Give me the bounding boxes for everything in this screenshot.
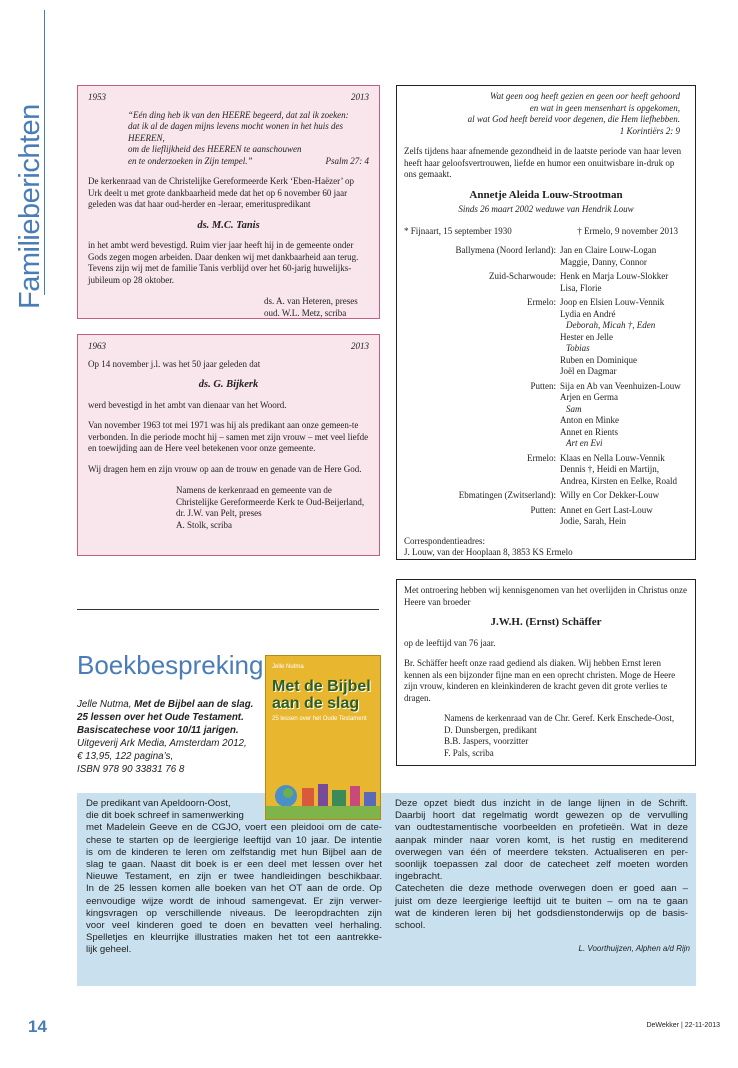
family-names <box>560 297 688 378</box>
signature-line: A. Stolk, scriba <box>176 519 232 530</box>
book-publisher: Uitgeverij Ark Media, Amsterdam 2012, <box>77 738 247 749</box>
review-line: In de 25 lessen komen alle boeken van het OT aan de orde. Op <box>86 883 382 895</box>
announcement-bijkerk <box>77 334 380 556</box>
family-member-line: Ruben en Dominique <box>560 354 637 365</box>
quote-reference: Psalm 27: 4 <box>325 155 369 166</box>
quote-line: en te onderzoeken in Zijn tempel.” <box>128 155 253 166</box>
family-member-line: Henk en Marja Louw-Slokker <box>560 271 669 281</box>
review-line: voor veel kinderen goed te doen en bevatten veel herhaling. <box>86 920 382 932</box>
section-title: Familieberichten <box>14 104 46 310</box>
paragraph: Br. Schäffer heeft onze raad gediend als diaken. Wij hebben Ernst leren kennen als een bijzonder fijne man en een oprecht christen. Moge de Heere zijn vrouw, kinderen en kleinkinderen de kracht geven dit grote verlies te dragen. <box>404 658 676 703</box>
family-location: Ballymena (Noord Ierland): <box>455 245 556 255</box>
footer-publication: DeWekker | 22-11-2013 <box>646 1022 720 1029</box>
paragraph: De kerkenraad van de Christelijke Gereformeerde Kerk ‘Eben-Haëzer’ op Urk deelt u met grote dankbaarheid mede dat het op 6 november 60 jaar geleden was dat haar oud-herder en -leraar, emerituspredikant <box>88 176 355 209</box>
cover-author: Jelle Nutma <box>272 664 304 670</box>
family-names <box>560 245 688 268</box>
signature-line: dr. J.W. van Pelt, preses <box>176 508 262 518</box>
signature-line: D. Dunsbergen, predikant <box>444 724 537 735</box>
birth-line: * Fijnaart, 15 september 1930 <box>404 225 512 236</box>
family-member-line: Klaas en Nella Louw-Vennik <box>560 452 665 463</box>
family-member-line: Anton en Minke <box>560 415 619 425</box>
honoree-name: ds. M.C. Tanis <box>197 219 260 231</box>
family-member-line: Annet en Rients <box>560 426 618 437</box>
paragraph: Van november 1963 tot mei 1971 was hij als predikant aan onze gemeen-te verbonden. In die periode mocht hij – samen met zijn vrouw – met veel liefde en toewijding aan de Here veel betekenen voor onze gemeente. <box>88 420 369 453</box>
correspondence-address: J. Louw, van der Hooplaan 8, 3853 KS Ermelo <box>404 547 573 557</box>
family-location: Ermelo: <box>527 297 556 307</box>
family-member-line: Tobias <box>566 343 590 353</box>
family-member-line: Jodie, Sarah, Hein <box>560 516 626 526</box>
cover-title: Met de Bijbel aan de slag <box>272 678 371 712</box>
review-line: juist om deze leergierige leeftijd uit te buiten – om na te gaan <box>395 895 688 907</box>
deceased-name: J.W.H. (Ernst) Schäffer <box>490 616 602 628</box>
year-end: 2013 <box>351 341 369 351</box>
review-line: is om de kinderen te leren om zelfstandig met hun Bijbel aan de <box>86 846 382 858</box>
year-start: 1963 <box>88 341 106 351</box>
paragraph: Met ontroering hebben wij kennisgenomen van het overlijden in Christus onze Heere van broeder <box>404 585 687 607</box>
family-member-line: Art en Evi <box>566 438 603 448</box>
family-location: Zuid-Scharwoude: <box>489 271 556 281</box>
signature-line: ds. A. van Heteren, preses <box>264 296 358 306</box>
quote-line: om de lieflijkheid des HEEREN te aanschouwen <box>128 144 302 154</box>
review-line: eenvoudige wijze wordt de inhoud samengevat. Er zijn verwer- <box>86 895 382 907</box>
signature-line: Christelijke Gereformeerde Kerk te Oud-Beijerland, <box>176 496 365 507</box>
review-line: met Madelein Geeve en de CGJO, voert een pleidooi om de cate- <box>86 822 382 834</box>
family-group <box>404 297 688 378</box>
review-line: school. <box>395 920 426 932</box>
family-member-line: Willy en Cor Dekker-Louw <box>560 490 660 500</box>
family-member-line: Joël en Dagmar <box>560 366 617 376</box>
family-member-line: Dennis †, Heidi en Martijn, <box>560 464 659 474</box>
signature-line: B.B. Jaspers, voorzitter <box>444 736 529 746</box>
quote-line: al wat God heeft bereid voor degenen, die Hem liefhebben. <box>467 114 680 124</box>
book-author: Jelle Nutma, <box>77 699 135 710</box>
cover-illustration <box>266 656 381 820</box>
review-line: die dit boek schreef in samenwerking <box>86 810 244 822</box>
page-number: 14 <box>28 1017 47 1036</box>
family-location: Ermelo: <box>527 452 556 463</box>
family-member-line: Sam <box>566 403 582 414</box>
family-member-line: Hester en Jelle <box>560 331 613 342</box>
intro-paragraph: Zelfs tijdens haar afnemende gezondheid in de laatste periode van haar leven heeft haar geloofsvertrouwen, liefde en humor een onuitwisbare in-druk op ons gemaakt. <box>404 146 682 179</box>
family-location: Putten: <box>530 380 556 391</box>
review-column-left <box>86 798 382 957</box>
family-member-line: Arjen en Germa <box>560 392 618 402</box>
announcement-tanis <box>77 85 380 319</box>
review-line: Daarbij hoort dat regelmatig wordt gewezen op de vervulling <box>395 810 688 822</box>
family-names <box>560 271 688 294</box>
year-end: 2013 <box>351 92 369 102</box>
review-line: wat de kinderen leren bij het godsdienstonderwijs op de basis- <box>395 907 688 919</box>
review-line: aanpak minder naar voren komt, is het rustig en mediterend <box>395 834 688 846</box>
family-names <box>560 505 688 528</box>
signature-line: F. Pals, scriba <box>444 747 494 758</box>
signature-line: Namens de kerkenraad van de Chr. Geref. Kerk Enschede-Oost, <box>444 713 675 723</box>
death-line: † Ermelo, 9 november 2013 <box>577 225 678 236</box>
signature-line: Namens de kerkenraad en gemeente van de <box>176 485 332 495</box>
quote-line: “Eén ding heb ik van den HEERE begeerd, dat zal ik zoeken: <box>128 109 349 120</box>
family-group <box>404 453 688 488</box>
paragraph: op de leeftijd van 76 jaar. <box>404 637 496 648</box>
book-cover <box>265 655 381 820</box>
review-signature: L. Voorthuijzen, Alphen a/d Rijn <box>578 944 690 953</box>
signature-line: oud. W.L. Metz, scriba <box>264 307 347 318</box>
review-line: Deze opzet biedt dus inzicht in de lange lijnen in de Schrift. <box>395 798 688 809</box>
review-line: Nieuwe Testament, en zijn er twee handleidingen beschikbaar. <box>86 871 382 883</box>
review-line: soonlijk toepassen zal door de catecheet zelf moeten worden <box>395 859 688 871</box>
honoree-name: ds. G. Bijkerk <box>198 379 259 390</box>
review-line: overwegen van één of meerdere teksten. Actualiseren en per- <box>395 846 688 858</box>
family-group <box>404 505 688 528</box>
family-list <box>404 245 688 528</box>
family-member-line: Annet en Gert Last-Louw <box>560 504 653 515</box>
review-heading: Boekbespreking <box>77 650 264 680</box>
year-start: 1953 <box>88 92 106 102</box>
family-member-line: Joop en Elsien Louw-Vennik <box>560 297 665 307</box>
paragraph: werd bevestigd in het ambt van dienaar van het Woord. <box>88 399 287 410</box>
family-group <box>404 245 688 268</box>
family-member-line: Deborah, Micah †, Eden <box>566 320 656 330</box>
correspondence-label: Correspondentieadres: <box>404 535 485 546</box>
quote-line: dat ik al de dagen mijns levens mocht wonen in het huis des HEEREN, <box>128 121 343 143</box>
family-member-line: Maggie, Danny, Connor <box>560 256 647 267</box>
family-location: Putten: <box>530 504 556 515</box>
book-isbn: ISBN 978 90 33831 76 8 <box>77 764 185 775</box>
family-group <box>404 381 688 450</box>
obituary-louw-strootman <box>396 85 696 560</box>
widow-subtitle: Sinds 26 maart 2002 weduwe van Hendrik Louw <box>458 204 634 214</box>
family-member-line: Jan en Claire Louw-Logan <box>560 245 657 255</box>
book-price: € 13,95, 122 pagina’s, <box>77 751 174 762</box>
book-title: Met de Bijbel aan de slag. 25 lessen over het Oude Testament. Basiscatechese voor 10/11 jarigen. <box>77 699 254 736</box>
quote-reference: 1 Korintiërs 2: 9 <box>619 125 680 136</box>
section-divider <box>77 609 379 610</box>
quote-line: en wat in geen mensenhart is opgekomen, <box>529 102 680 113</box>
family-names <box>560 381 688 450</box>
family-group <box>404 490 688 502</box>
family-member-line: Lisa, Florie <box>560 282 602 293</box>
review-line: chese te starten op de leergierige leeftijd van 10 jaar. De intentie <box>86 834 382 846</box>
book-details <box>77 698 267 776</box>
family-member-line: Sija en Ab van Veenhuizen-Louw <box>560 380 681 391</box>
paragraph: in het ambt werd bevestigd. Ruim vier jaar heeft hij in de gemeente onder Gods zegen mogen arbeiden. Daar denken wij met dankbaarheid aan terug. Tevens zijn wij met de familie Tanis verblijd over het 60-jarig huwelijks-jubileum op 28 oktober. <box>88 240 359 285</box>
review-line: De predikant van Apeldoorn-Oost, <box>86 798 231 809</box>
review-line: lijk geheel. <box>86 944 132 956</box>
family-names <box>560 490 688 502</box>
family-location: Ebmatingen (Zwitserland): <box>458 490 556 500</box>
obituary-schaffer <box>396 579 696 766</box>
family-group <box>404 271 688 294</box>
review-line: ingebracht. <box>395 871 443 883</box>
family-member-line: Andrea, Kirsten en Eelke, Roald <box>560 475 677 486</box>
cover-subtitle: 25 lessen over het Oude Testament <box>272 716 367 722</box>
review-line: Spelletjes en kleurrijke illustraties maken het tot een aantrekke- <box>86 932 382 944</box>
paragraph: Op 14 november j.l. was het 50 jaar geleden dat <box>88 358 261 369</box>
deceased-name: Annetje Aleida Louw-Strootman <box>469 188 623 201</box>
review-line: slag te gaan. Naast dit boek is er een deel met lessen over het <box>86 859 382 871</box>
family-names <box>560 453 688 488</box>
paragraph: Wij dragen hem en zijn vrouw op aan de trouw en genade van de Here God. <box>88 463 362 474</box>
family-member-line: Lydia en André <box>560 308 616 319</box>
review-body <box>77 793 696 986</box>
review-line: Catecheten die deze methode overwegen doen er goed aan – <box>395 883 688 895</box>
review-line: van oudtestamentische voorbeelden en profetieën. Wat in deze <box>395 822 688 834</box>
review-column-right <box>395 798 688 932</box>
quote-line: Wat geen oog heeft gezien en geen oor heeft gehoord <box>489 91 680 101</box>
review-line: kingsvragen op verschillende niveaus. De leeropdrachten zijn <box>86 907 382 919</box>
